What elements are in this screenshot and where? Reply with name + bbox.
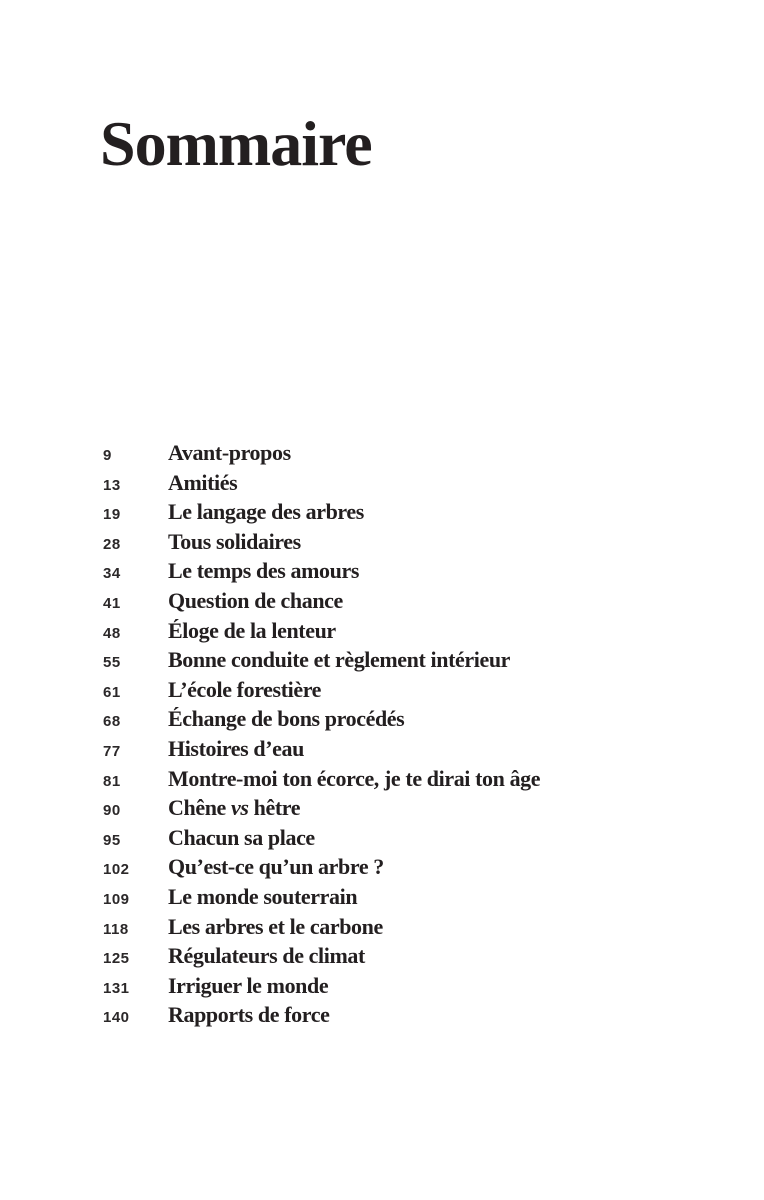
toc-entry[interactable]	[103, 914, 540, 944]
toc-chapter-title: Qu’est-ce qu’un arbre ?	[168, 854, 384, 880]
toc-page-number: 34	[103, 565, 121, 583]
toc-chapter-title: Chacun sa place	[168, 824, 315, 850]
toc-chapter-title: Le langage des arbres	[168, 499, 364, 525]
toc-entry[interactable]	[103, 677, 540, 707]
toc-chapter-title: Amitiés	[168, 469, 238, 495]
toc-page-number: 28	[103, 535, 121, 553]
toc-entry[interactable]	[103, 766, 540, 796]
page-title: Sommaire	[100, 108, 372, 179]
toc-page-number: 13	[103, 476, 121, 494]
toc-title-part-italic: vs	[231, 795, 249, 821]
toc-page-number: 118	[103, 920, 129, 938]
toc-title-part: Chêne	[168, 795, 231, 821]
toc-chapter-title: Régulateurs de climat	[168, 943, 365, 969]
toc-chapter-title: Histoires d’eau	[168, 735, 304, 761]
toc-chapter-title	[168, 795, 300, 821]
toc-entry[interactable]	[103, 588, 540, 618]
toc-page-number: 102	[103, 861, 130, 879]
toc-page-number: 109	[103, 890, 130, 908]
toc-page-number: 140	[103, 1009, 130, 1027]
toc-entry[interactable]	[103, 736, 540, 766]
toc-entry[interactable]	[103, 440, 540, 470]
toc-page-number: 95	[103, 831, 121, 849]
toc-entry[interactable]	[103, 499, 540, 529]
toc-chapter-title: L’école forestière	[168, 676, 322, 702]
toc-page-number: 68	[103, 713, 121, 731]
toc-chapter-title: Bonne conduite et règlement intérieur	[168, 647, 511, 673]
toc-entry[interactable]	[103, 558, 540, 588]
toc-chapter-title: Éloge de la lenteur	[168, 617, 336, 643]
toc-page-number: 61	[103, 683, 121, 701]
toc-entry[interactable]	[103, 529, 540, 559]
toc-page-number: 41	[103, 594, 121, 612]
toc-entry[interactable]	[103, 795, 540, 825]
toc-page-number: 81	[103, 772, 121, 790]
toc-chapter-title: Irriguer le monde	[168, 972, 329, 998]
toc-chapter-title: Les arbres et le carbone	[168, 913, 383, 939]
toc-page-number: 19	[103, 506, 121, 524]
toc-chapter-title: Question de chance	[168, 587, 343, 613]
toc-entry[interactable]	[103, 470, 540, 500]
toc-page-number: 125	[103, 950, 130, 968]
toc-chapter-title: Avant-propos	[168, 440, 291, 465]
toc-entry[interactable]	[103, 1002, 540, 1032]
toc-chapter-title: Tous solidaires	[168, 528, 301, 554]
toc-entry[interactable]	[103, 647, 540, 677]
toc-chapter-title: Montre-moi ton écorce, je te dirai ton âge	[168, 765, 541, 791]
toc-page-number: 131	[103, 979, 130, 997]
toc-page-number: 48	[103, 624, 121, 642]
toc-entry[interactable]	[103, 884, 540, 914]
toc-chapter-title: Rapports de force	[168, 1002, 330, 1028]
toc-entry[interactable]	[103, 825, 540, 855]
toc-entry[interactable]	[103, 618, 540, 648]
toc-entry[interactable]	[103, 943, 540, 973]
toc-entry[interactable]	[103, 973, 540, 1003]
toc-chapter-title: Le monde souterrain	[168, 883, 358, 909]
toc-page-number: 9	[103, 447, 112, 464]
table-of-contents	[103, 440, 540, 1032]
toc-title-part: hêtre	[248, 795, 301, 821]
toc-page-number: 90	[103, 802, 121, 820]
toc-chapter-title: Échange de bons procédés	[168, 706, 405, 732]
toc-entry[interactable]	[103, 706, 540, 736]
toc-page-number: 55	[103, 654, 121, 672]
toc-entry[interactable]	[103, 854, 540, 884]
toc-page-number: 77	[103, 742, 121, 760]
toc-chapter-title: Le temps des amours	[168, 558, 360, 584]
